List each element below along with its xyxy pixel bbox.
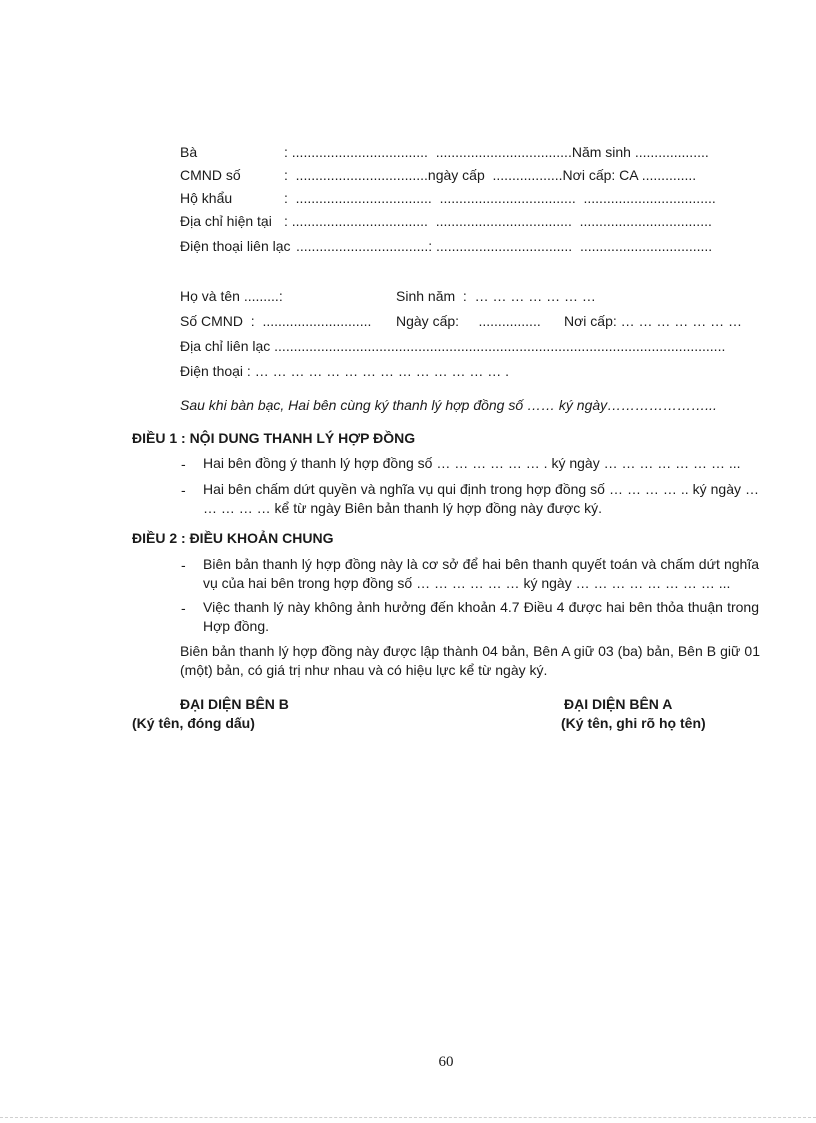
article-2-item: Việc thanh lý này không ảnh hưởng đến khoản 4.7 Điều 4 được hai bên thỏa thuận trong Hợp đồng. xyxy=(203,599,759,634)
field-noi-cap: Nơi cấp: … … … … … … … xyxy=(564,313,742,329)
signature-left-title: ĐẠI DIỆN BÊN B xyxy=(180,696,289,712)
field-so-cmnd: Số CMND : ............................ xyxy=(180,313,372,329)
field-value-cmnd: : ..................................ngày cấp ..................Nơi cấp: CA .............. xyxy=(284,167,697,183)
bullet-marker: - xyxy=(181,482,186,498)
article-1-title: ĐIỀU 1 : NỘI DUNG THANH LÝ HỢP ĐỒNG xyxy=(132,430,416,446)
field-label-cmnd: CMND số xyxy=(180,167,241,183)
field-ngay-cap: Ngày cấp: ................ xyxy=(396,313,541,329)
closing-paragraph: Biên bản thanh lý hợp đồng này được lập thành 04 bản, Bên A giữ 03 (ba) bản, Bên B giữ 01 (một) bản, có giá trị như nhau và có hiệu lực kể từ ngày ký. xyxy=(180,643,760,678)
article-1-item: Hai bên đồng ý thanh lý hợp đồng số … … … … … … . ký ngày … … … … … … … ... xyxy=(203,455,741,471)
signature-right-note: (Ký tên, ghi rõ họ tên) xyxy=(561,715,706,731)
field-value-ba: : ................................... ...................................Năm sinh ................... xyxy=(284,144,709,160)
field-dia-chi-lien-lac: Địa chỉ liên lạc .................................................................................................................... xyxy=(180,338,726,354)
field-dien-thoai-b: Điện thoại : … … … … … … … … … … … … … … . xyxy=(180,363,510,379)
article-1-item: Hai bên chấm dứt quyền và nghĩa vụ qui định trong hợp đồng số … … … … .. ký ngày … … … … … kể từ ngày Biên bản thanh lý hợp đồng này được ký. xyxy=(203,481,759,516)
footer-divider xyxy=(0,1117,816,1118)
signature-left-note: (Ký tên, đóng dấu) xyxy=(132,715,255,731)
field-value-dia-chi: : ................................... ................................... .................................. xyxy=(284,213,712,229)
field-value-dien-thoai: ..................................: ................................... .................................. xyxy=(296,238,713,254)
bullet-marker: - xyxy=(181,456,186,472)
field-label-dia-chi: Địa chỉ hiện tại xyxy=(180,213,272,229)
field-label-dien-thoai: Điện thoại liên lạc xyxy=(180,238,291,254)
signature-right-title: ĐẠI DIỆN BÊN A xyxy=(564,696,673,712)
article-2-item: Biên bản thanh lý hợp đồng này là cơ sở để hai bên thanh quyết toán và chấm dứt nghĩa vụ của hai bên trong hợp đồng số … … … … … … ký ngày … … … … … … … … ... xyxy=(203,556,759,591)
intro-sentence: Sau khi bàn bạc, Hai bên cùng ký thanh lý hợp đồng số …… ký ngày…………………... xyxy=(180,397,717,413)
bullet-marker: - xyxy=(181,600,186,616)
field-sinh-nam: Sinh năm : … … … … … … … xyxy=(396,288,596,304)
field-label-ba: Bà xyxy=(180,144,198,160)
bullet-marker: - xyxy=(181,557,186,573)
field-ho-ten: Họ và tên .........: xyxy=(180,288,283,304)
page-number: 60 xyxy=(438,1054,454,1070)
field-label-ho-khau: Hộ khẩu xyxy=(180,190,233,206)
field-value-ho-khau: : ................................... ................................... .................................. xyxy=(284,190,716,206)
article-2-title: ĐIỀU 2 : ĐIỀU KHOẢN CHUNG xyxy=(132,530,334,546)
